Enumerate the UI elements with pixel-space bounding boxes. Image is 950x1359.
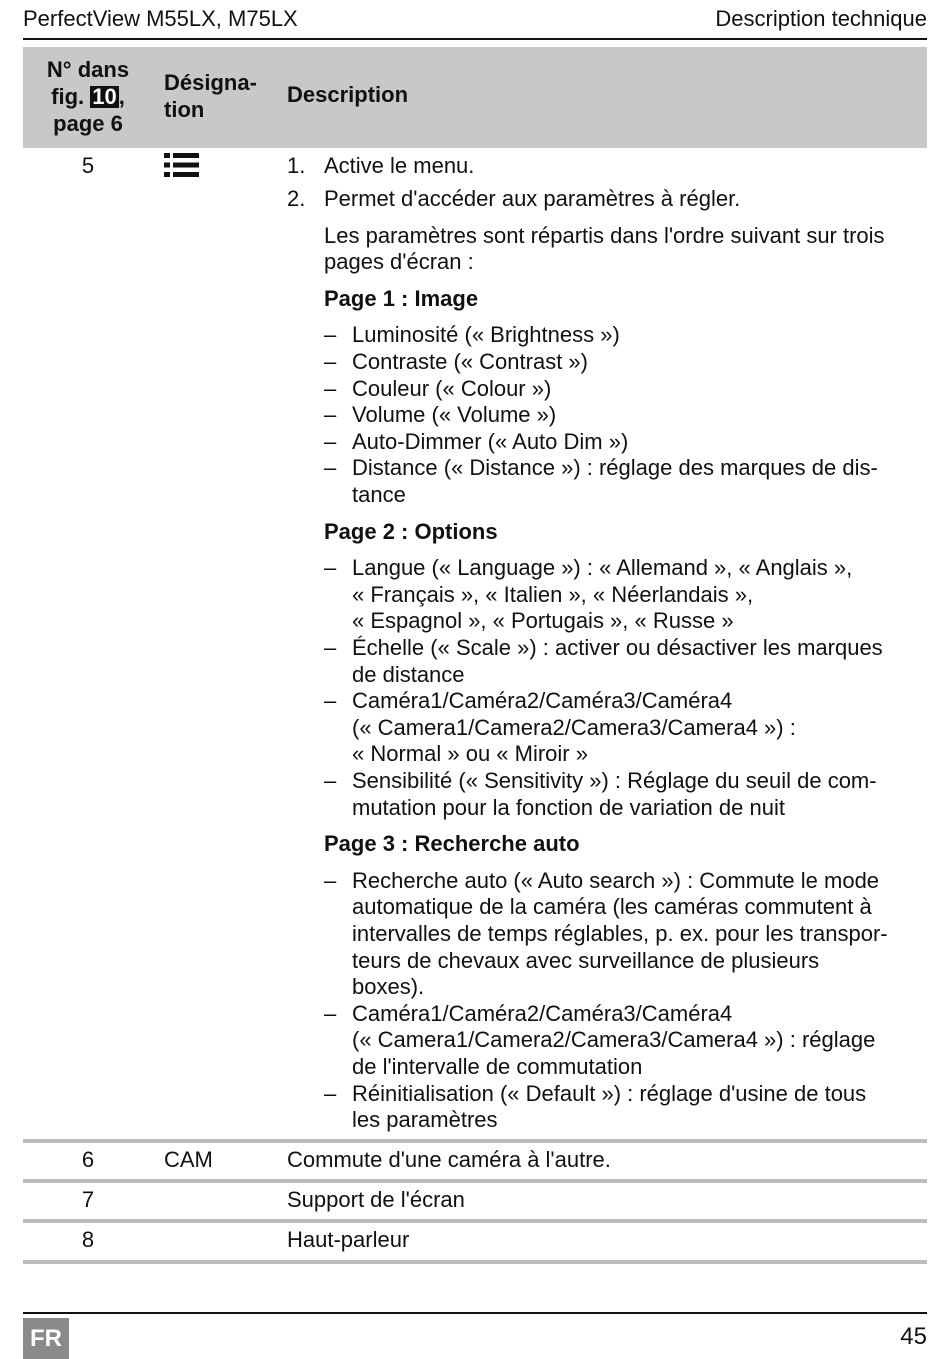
row-7-description: Support de l'écran [287,1187,465,1212]
row-8-description: Haut-parleur [287,1227,410,1252]
page-header [23,4,927,40]
row-divider [23,1139,927,1143]
list-item: – Réinitialisation (« Default ») : réglage d'usine de tous les paramètres [324,1080,867,1133]
row-8-number: 8 [81,1227,95,1252]
list-item: – Recherche auto (« Auto search ») : Commute le mode automatique de la caméra (les caméras commutent à intervalles de temps réglables, p. ex. pour les transpor- teurs de chevaux avec surveillance de plusieurs boxes). [324,867,888,1000]
list-item: – Caméra1/Caméra2/Caméra3/Caméra4 (« Camera1/Camera2/Camera3/Camera4 ») : « Normal » ou « Miroir » [324,688,796,767]
page-3-heading: Page 3 : Recherche auto [324,831,580,857]
footer-rule [23,1312,927,1314]
row-5-description [287,153,927,1134]
list-item: – Couleur (« Colour ») [324,375,552,401]
row-7-number: 7 [81,1187,95,1212]
list-item: – Sensibilité (« Sensitivity ») : Réglage du seuil de com- mutation pour la fonction de variation de nuit [324,767,877,820]
product-title: PerfectView M55LX, M75LX [23,6,298,31]
list-item: – Luminosité (« Brightness ») [324,322,620,348]
section-title: Description technique [715,6,927,31]
settings-intro: Les paramètres sont répartis dans l'ordre suivant sur trois pages d'écran : [324,222,885,275]
page-2-heading: Page 2 : Options [324,518,498,544]
list-item: – Échelle (« Scale ») : activer ou désactiver les marques de distance [324,635,883,687]
page-2-list [287,555,927,821]
column-header-description: Description [287,82,409,107]
step-item: 1. Active le menu. [287,153,475,178]
list-item: – Caméra1/Caméra2/Caméra3/Caméra4 (« Camera1/Camera2/Camera3/Camera4 ») : réglage de l'intervalle de commutation [324,1000,876,1079]
page-3-list [287,868,927,1134]
figure-reference: 10 [92,84,117,109]
page-1-list [287,322,927,508]
column-header-number: N° dans fig. 10, page 6 [46,57,130,136]
menu-list-icon [164,153,200,177]
table-header [23,47,927,148]
list-item: – Distance (« Distance ») : réglage des marques de dis- tance [324,455,878,508]
list-item: – Auto-Dimmer (« Auto Dim ») [324,428,629,454]
row-5-number: 5 [81,153,95,178]
step-item: 2. Permet d'accéder aux paramètres à régler. [287,186,741,212]
list-item: – Contraste (« Contrast ») [324,349,588,375]
row-6-description: Commute d'une caméra à l'autre. [287,1147,611,1172]
row-divider [23,1219,927,1223]
page-1-heading: Page 1 : Image [324,285,479,311]
page-number: 45 [900,1323,927,1350]
row-divider [23,1179,927,1183]
row-6-designation: CAM [164,1147,213,1172]
list-item: – Langue (« Language ») : « Allemand », « Anglais », « Français », « Italien », « Néerlandais », « Espagnol », « Portugais », « Russe » [324,555,853,634]
language-badge: FR [23,1318,69,1359]
column-header-designation: Désigna- tion [164,70,257,122]
list-item: – Volume (« Volume ») [324,402,557,428]
table-bottom-rule [23,1260,927,1264]
row-6-number: 6 [81,1147,95,1172]
